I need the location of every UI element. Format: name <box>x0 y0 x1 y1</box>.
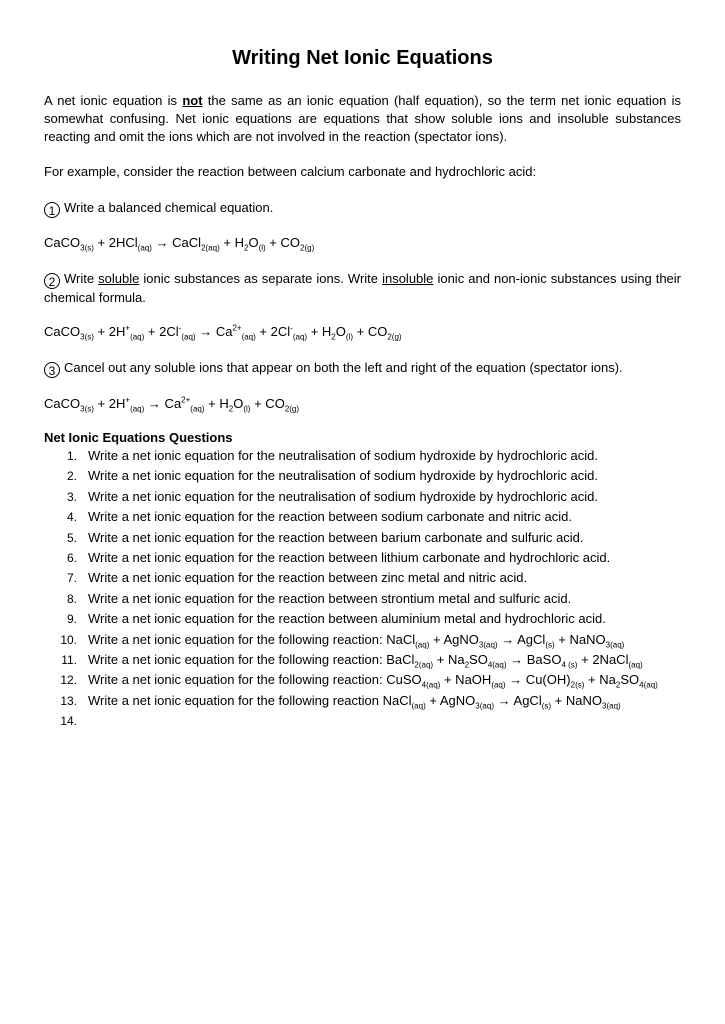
question-number: 6. <box>66 550 77 565</box>
step-2-text-c: ionic and non-ionic substances using their chemical formula. <box>44 271 682 305</box>
question-item <box>44 507 694 527</box>
question-number: 1. <box>66 449 77 463</box>
underline-soluble: soluble <box>98 271 140 286</box>
question-text: Write a net ionic equation for the reaction between lithium carbonate and hydrochloric acid. <box>88 549 611 565</box>
question-number: 12. <box>60 673 77 688</box>
question-item <box>44 548 694 568</box>
question-equation: CuSO$_{4(aq)}$ + NaOH$_{(aq)}$ → $Cu(OH)_{2(s)} + Na_2SO_{4(aq)}$ <box>386 672 658 690</box>
step-1 <box>44 199 273 218</box>
page-title: Writing Net Ionic Equations <box>232 47 493 69</box>
question-number: 3. <box>66 489 77 504</box>
question-number: 5. <box>66 530 77 545</box>
question-item <box>44 568 694 588</box>
question-text: Write a net ionic equation for the following reaction <box>88 692 383 708</box>
question-item <box>44 650 694 670</box>
question-item <box>44 670 694 690</box>
question-text: Write a net ionic equation for the reaction between strontium metal and sulfuric acid. <box>88 590 572 606</box>
question-item <box>44 466 694 486</box>
step-3 <box>44 359 623 378</box>
equation-balanced <box>44 234 314 252</box>
question-item <box>44 691 694 711</box>
step-number-2: 2 <box>44 273 60 289</box>
questions-heading: Net Ionic Equations Questions <box>44 430 233 445</box>
question-item <box>44 487 694 507</box>
question-number: 14. <box>60 714 77 729</box>
question-text: Write a net ionic equation for the neutralisation of sodium hydroxide by hydrochloric acid. <box>88 488 598 504</box>
equation-ionic <box>44 323 402 341</box>
step-2 <box>44 270 681 307</box>
question-item <box>44 589 694 609</box>
intro-text-start: A net ionic equation is <box>44 93 183 108</box>
question-item <box>44 528 694 548</box>
question-item <box>44 630 694 650</box>
question-text: Write a net ionic equation for the reaction between sodium carbonate and nitric acid. <box>88 509 572 525</box>
question-text: Write a net ionic equation for the following reaction: <box>88 631 387 647</box>
question-equation: BaCl$_{2(aq)}$ + $Na_2SO_{4(aq)}$ → BaSO$_4$ $_{(s)}$ + 2NaCl$_{(aq)}$ <box>386 651 643 670</box>
question-number: 9. <box>66 612 77 627</box>
step-number-1: 1 <box>44 202 60 218</box>
question-item <box>44 446 694 466</box>
question-number: 4. <box>66 510 77 525</box>
chem-formula-sub: CaCO$_{3(s)}$ + $2H^+_{(aq)} \to Ca^{2+}_{(aq)} + H_2O_{(l)} + CO_{2(g)}$ <box>44 395 300 414</box>
question-text: Write a net ionic equation for the following reaction: <box>88 651 387 667</box>
question-text: Write a net ionic equation for the reaction between barium carbonate and sulfuric acid. <box>88 529 584 545</box>
question-text: Write a net ionic equation for the reaction between aluminium metal and hydrochloric acid. <box>88 611 606 627</box>
underline-insoluble: insoluble <box>382 271 434 286</box>
question-text: Write a net ionic equation for the neutralisation of sodium hydroxide by hydrochloric acid. <box>88 468 598 484</box>
question-text: Write a net ionic equation for the neutralisation of sodium hydroxide by hydrochloric acid. <box>88 448 598 463</box>
intro-paragraph <box>44 92 681 146</box>
step-2-text-b: ionic substances as separate ions. Write <box>139 271 383 286</box>
question-number: 7. <box>66 571 77 586</box>
chem-formula-sub: CaCO$_{3(s)}$ + 2HCl$_{(aq)}$ → CaCl$_{2(aq)}$ + $H_2O_{(l)} + CO_{2(g)}$ <box>44 235 315 253</box>
step-number-3: 3 <box>44 362 60 378</box>
questions-list <box>44 446 694 731</box>
step-1-text: Write a balanced chemical equation. <box>64 200 274 215</box>
question-number: 2. <box>66 469 77 484</box>
question-number: 10. <box>60 632 77 647</box>
question-item <box>44 711 694 731</box>
step-3-text: Cancel out any soluble ions that appear on both the left and right of the equation (spectator ions). <box>64 360 623 375</box>
emphasis-not: not <box>182 93 203 108</box>
question-equation: NaCl$_{(aq)}$ + AgNO$_{3(aq)}$ → AgCl$_{(s)}$ + NaNO$_{3(aq)}$ <box>386 631 625 650</box>
question-number: 8. <box>66 591 77 606</box>
question-number: 13. <box>60 693 77 708</box>
example-paragraph: For example, consider the reaction between calcium carbonate and hydrochloric acid: <box>44 164 537 179</box>
question-equation: NaCl$_{(aq)}$ + AgNO$_{3(aq)}$ → AgCl$_{(s)}$ + NaNO$_{3(aq)}$ <box>382 692 621 711</box>
question-text: Write a net ionic equation for the following reaction: <box>88 672 387 688</box>
question-item <box>44 609 694 629</box>
question-text: Write a net ionic equation for the reaction between zinc metal and nitric acid. <box>88 570 528 586</box>
step-2-text-a: Write <box>64 271 99 286</box>
question-number: 11. <box>61 652 77 667</box>
equation-net-ionic <box>44 395 299 413</box>
intro-text-rest: the same as an ionic equation (half equation), so the term net ionic equation is somewhat confusing. Net ionic equations are equations that show soluble ions and insoluble substances reacting and omit the ions which are not involved in the reaction (spectator ions). <box>44 93 681 144</box>
chem-formula-sub: CaCO$_{3(s)}$ + $2H^+_{(aq)} + 2Cl^-_{(aq)} \to Ca^{2+}_{(aq)} + 2Cl^-_{(aq)} + H_2O_{(l)} + CO_{2(g)}$ <box>44 323 402 342</box>
